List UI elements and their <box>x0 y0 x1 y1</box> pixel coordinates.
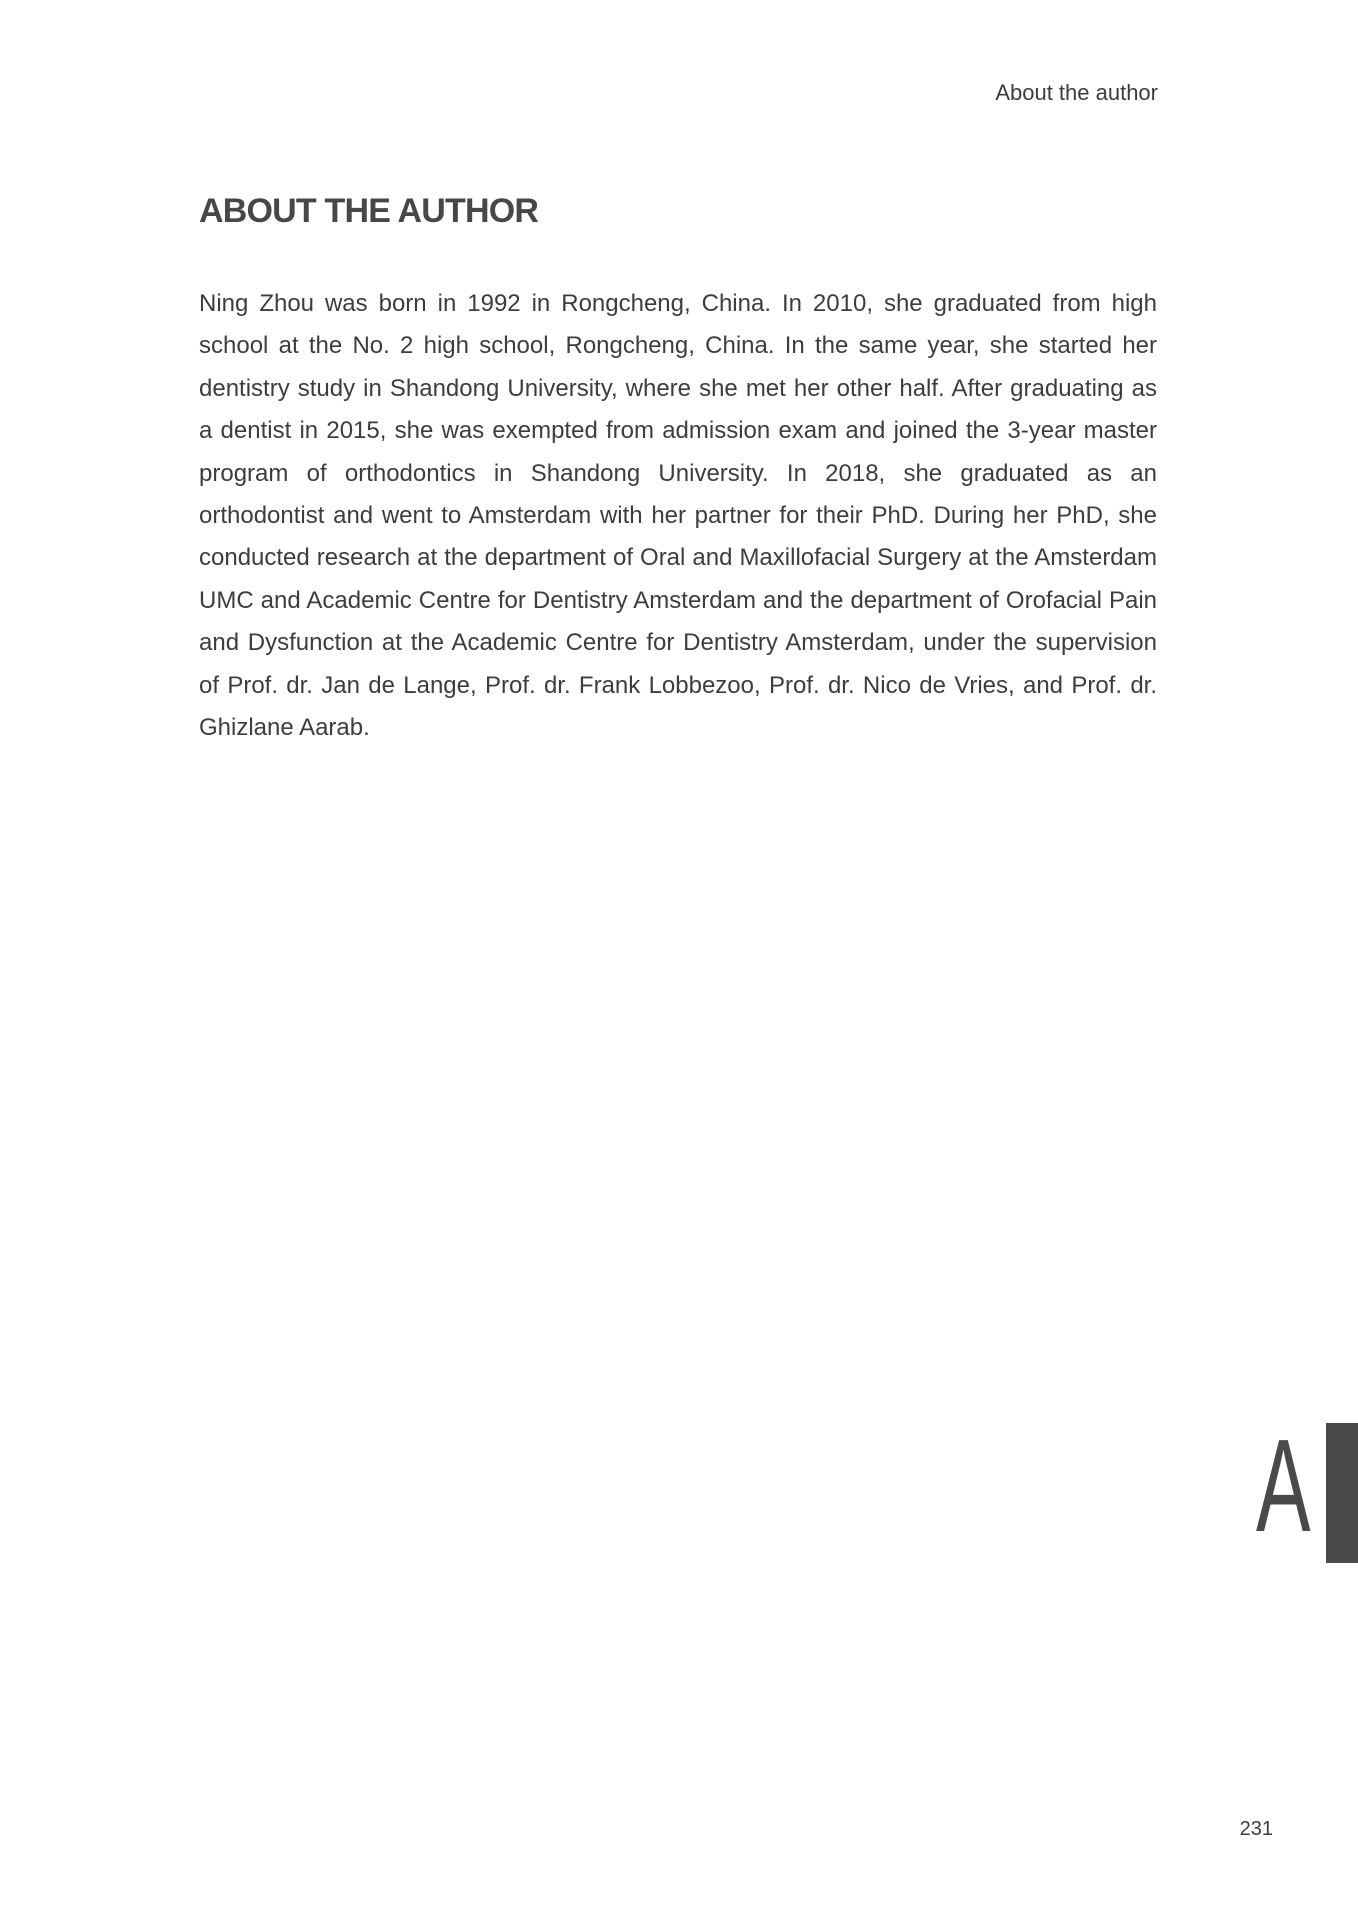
chapter-marker-tab <box>1326 1423 1358 1563</box>
author-biography: Ning Zhou was born in 1992 in Rongcheng, China. In 2010, she graduated from high school at the No. 2 high school, Rongcheng, China. In the same year, she started her dentistry study in Shandong University, where she met her other half. After graduating as a dentist in 2015, she was exempted from admission exam and joined the 3-year master program of orthodontics in Shandong University. In 2018, she graduated as an orthodontist and went to Amsterdam with her partner for their PhD. During her PhD, she conducted research at the department of Oral and Maxillofacial Surgery at the Amsterdam UMC and Academic Centre for Dentistry Amsterdam and the department of Orofacial Pain and Dysfunction at the Academic Centre for Dentistry Amsterdam, under the supervision of Prof. dr. Jan de Lange, Prof. dr. Frank Lobbezoo, Prof. dr. Nico de Vries, and Prof. dr. Ghizlane Aarab. <box>199 290 1157 742</box>
page-title: ABOUT THE AUTHOR <box>199 192 539 230</box>
running-header: About the author <box>995 80 1158 105</box>
page-number: 231 <box>1239 1818 1273 1840</box>
chapter-marker-letter: A <box>1256 1412 1311 1559</box>
